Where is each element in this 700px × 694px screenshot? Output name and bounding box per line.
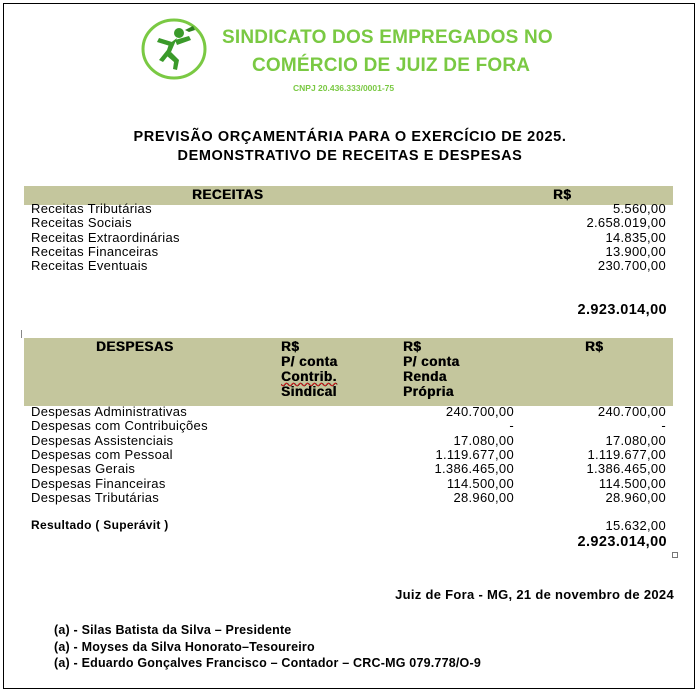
- despesas-row-value-total: 240.700,00: [597, 404, 666, 419]
- despesas-col-total-currency: R$: [585, 339, 604, 354]
- signature-line: (a) - Moyses da Silva Honorato–Tesoureiro: [54, 640, 315, 654]
- despesas-row-value-renda: 1.119.677,00: [435, 447, 514, 462]
- col-header-line: Sindical: [281, 384, 337, 399]
- despesas-row: [31, 462, 671, 476]
- despesas-row-label: Despesas Assistenciais: [31, 433, 174, 448]
- col-header-line: R$: [403, 339, 422, 354]
- despesas-row-value-renda: 114.500,00: [446, 476, 514, 491]
- signature-line: (a) - Eduardo Gonçalves Francisco – Contador – CRC-MG 079.778/O-9: [54, 656, 481, 670]
- receitas-row: [31, 245, 671, 259]
- despesas-row-label: Despesas Tributárias: [31, 490, 160, 505]
- despesas-row-value-renda: 28.960,00: [453, 490, 514, 505]
- receitas-row-label: Receitas Financeiras: [31, 244, 159, 259]
- despesas-row-value-renda: 17.080,00: [453, 433, 514, 448]
- despesas-row: [31, 477, 671, 491]
- despesas-row-label: Despesas Gerais: [31, 461, 136, 476]
- place-and-date: Juiz de Fora - MG, 21 de novembro de 2024: [395, 587, 674, 602]
- receitas-row-label: Receitas Sociais: [31, 215, 132, 230]
- result-label: Resultado ( Superávit ): [31, 518, 169, 532]
- resize-handle-marker: [672, 552, 678, 558]
- despesas-row: [31, 448, 671, 462]
- despesas-row-value-total: 1.119.677,00: [587, 447, 666, 462]
- despesas-row-value-renda: 240.700,00: [445, 404, 514, 419]
- document-subtitle: DEMONSTRATIVO DE RECEITAS E DESPESAS: [177, 148, 523, 164]
- receitas-header-label: RECEITAS: [192, 187, 264, 202]
- col-header-line: Própria: [403, 384, 454, 399]
- receitas-row-value: 2.658.019,00: [586, 215, 666, 230]
- receitas-row: [31, 259, 671, 273]
- despesas-col-renda-propria: [403, 339, 460, 399]
- despesas-row-value-total: 28.960,00: [605, 490, 666, 505]
- despesas-row-value-total: 17.080,00: [605, 433, 666, 448]
- organization-name-line1: SINDICATO DOS EMPREGADOS NO: [222, 27, 553, 48]
- despesas-row-value-total: -: [661, 418, 666, 433]
- document-title: PREVISÃO ORÇAMENTÁRIA PARA O EXERCÍCIO DE 2025.: [133, 129, 567, 145]
- col-header-line: P/ conta: [281, 354, 338, 369]
- despesas-row-value-total: 114.500,00: [598, 476, 666, 491]
- text-cursor-marker: [21, 330, 22, 338]
- despesas-row-value-renda: -: [509, 418, 514, 433]
- despesas-row-value-renda: 1.386.465,00: [434, 461, 514, 476]
- despesas-row: [31, 491, 671, 505]
- receitas-total: 2.923.014,00: [577, 302, 667, 318]
- receitas-row-label: Receitas Extraordinárias: [31, 230, 180, 245]
- receitas-header-currency: R$: [553, 187, 572, 202]
- receitas-row-value: 5.560,00: [612, 201, 666, 216]
- receitas-row-label: Receitas Eventuais: [31, 258, 148, 273]
- receitas-row-label: Receitas Tributárias: [31, 201, 152, 216]
- col-header-line: P/ conta: [403, 354, 460, 369]
- receitas-row: [31, 231, 671, 245]
- despesas-row-value-total: 1.386.465,00: [586, 461, 666, 476]
- receitas-row-value: 14.835,00: [605, 230, 666, 245]
- result-value: 15.632,00: [605, 518, 666, 533]
- col-header-line: Renda: [403, 369, 447, 384]
- despesas-row-label: Despesas com Pessoal: [31, 447, 173, 462]
- despesas-row: [31, 434, 671, 448]
- despesas-row-label: Despesas Administrativas: [31, 404, 188, 419]
- col-header-line: Contrib.: [281, 369, 337, 384]
- col-header-line: R$: [281, 339, 300, 354]
- despesas-header-label: DESPESAS: [96, 339, 174, 354]
- receitas-row-value: 13.900,00: [605, 244, 666, 259]
- organization-name-line2: COMÉRCIO DE JUIZ DE FORA: [252, 55, 531, 76]
- receitas-row: [31, 202, 671, 216]
- receitas-row-value: 230.700,00: [597, 258, 666, 273]
- despesas-row: [31, 419, 671, 433]
- green-figure-logo-icon: [141, 18, 207, 80]
- despesas-row-label: Despesas com Contribuições: [31, 418, 208, 433]
- receitas-row: [31, 216, 671, 230]
- despesas-total: 2.923.014,00: [577, 534, 667, 550]
- despesas-col-contrib-sindical: [281, 339, 338, 399]
- despesas-row-label: Despesas Financeiras: [31, 476, 166, 491]
- signature-line: (a) - Silas Batista da Silva – Presidente: [54, 623, 292, 637]
- despesas-row: [31, 405, 671, 419]
- cnpj-number: CNPJ 20.436.333/0001-75: [293, 83, 395, 93]
